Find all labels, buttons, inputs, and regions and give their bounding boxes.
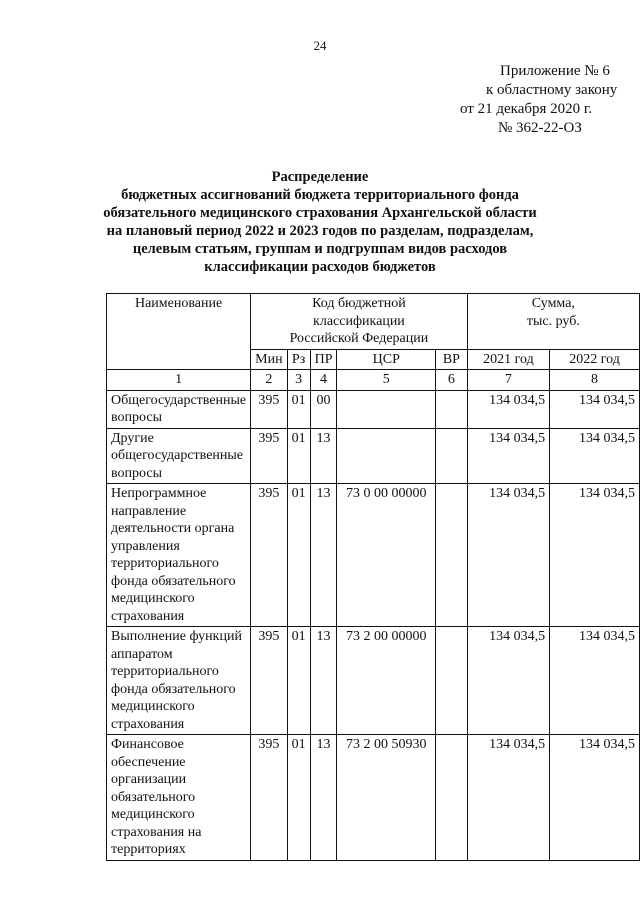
row-sum-2022: 134 034,5	[550, 627, 640, 735]
row-name: Непрограммное направление деятельности органа управления территориального фонда обязательного медицинского страхования	[107, 484, 251, 627]
row-rz: 01	[287, 627, 310, 735]
row-pr: 13	[310, 735, 337, 861]
header-2022: 2022 год	[550, 349, 640, 370]
document-title	[100, 168, 540, 276]
annex-line: от 21 декабря 2020 г.	[460, 101, 593, 117]
column-number: 2	[251, 370, 287, 391]
header-pr: ПР	[310, 349, 337, 370]
row-csr: 73 2 00 00000	[337, 627, 436, 735]
title-line: на плановый период 2022 и 2023 годов по разделам, подразделам,	[106, 223, 534, 239]
row-pr: 13	[310, 428, 337, 484]
row-name: Общегосударственные вопросы	[107, 390, 251, 428]
column-number: 4	[310, 370, 337, 391]
annex-line: № 362-22-ОЗ	[498, 120, 582, 136]
row-sum-2022: 134 034,5	[550, 390, 640, 428]
column-number: 6	[436, 370, 468, 391]
title-line: Распределение	[271, 169, 369, 185]
table-row	[107, 390, 640, 428]
header-csr: ЦСР	[337, 349, 436, 370]
column-number-row	[107, 370, 640, 391]
row-csr: 73 0 00 00000	[337, 484, 436, 627]
annex-line: к областному закону	[486, 82, 618, 98]
table-row	[107, 428, 640, 484]
row-csr	[337, 390, 436, 428]
header-sum-line: Сумма,	[531, 296, 575, 311]
header-vr: ВР	[436, 349, 468, 370]
row-rz: 01	[287, 484, 310, 627]
header-code-line: Код бюджетной	[312, 296, 406, 311]
table-header-row	[107, 294, 640, 350]
row-min: 395	[251, 428, 287, 484]
row-rz: 01	[287, 390, 310, 428]
row-min: 395	[251, 484, 287, 627]
column-number: 7	[467, 370, 549, 391]
row-pr: 13	[310, 627, 337, 735]
row-csr: 73 2 00 50930	[337, 735, 436, 861]
header-rz: Рз	[287, 349, 310, 370]
row-name: Выполнение функций аппаратом территориального фонда обязательного медицинского страхования	[107, 627, 251, 735]
table-row	[107, 735, 640, 861]
row-sum-2021: 134 034,5	[467, 735, 549, 861]
annex-line: Приложение № 6	[500, 63, 610, 79]
table-subheader-row	[107, 349, 640, 370]
title-line: бюджетных ассигнований бюджета территориального фонда	[121, 187, 519, 203]
column-number: 1	[107, 370, 251, 391]
row-vr	[436, 627, 468, 735]
column-number: 8	[550, 370, 640, 391]
header-sum-group	[467, 294, 639, 350]
row-sum-2021: 134 034,5	[467, 390, 549, 428]
row-rz: 01	[287, 428, 310, 484]
row-min: 395	[251, 735, 287, 861]
header-min: Мин	[251, 349, 287, 370]
row-rz: 01	[287, 735, 310, 861]
row-pr: 13	[310, 484, 337, 627]
annex-reference	[440, 62, 630, 138]
column-number: 5	[337, 370, 436, 391]
row-pr: 00	[310, 390, 337, 428]
row-vr	[436, 735, 468, 861]
row-vr	[436, 428, 468, 484]
row-sum-2021: 134 034,5	[467, 428, 549, 484]
header-code-group	[251, 294, 468, 350]
row-csr	[337, 428, 436, 484]
row-vr	[436, 484, 468, 627]
row-name: Финансовое обеспечение организации обязательного медицинского страхования на территориях	[107, 735, 251, 861]
row-min: 395	[251, 627, 287, 735]
row-vr	[436, 390, 468, 428]
table-row	[107, 627, 640, 735]
header-name-label: Наименование	[134, 296, 223, 311]
table-row	[107, 484, 640, 627]
title-line: обязательного медицинского страхования Архангельской области	[103, 205, 537, 221]
row-name: Другие общегосударственные вопросы	[107, 428, 251, 484]
row-sum-2022: 134 034,5	[550, 484, 640, 627]
header-sum-line: тыс. руб.	[526, 313, 580, 329]
row-sum-2022: 134 034,5	[550, 428, 640, 484]
header-name	[107, 294, 251, 350]
header-2021: 2021 год	[467, 349, 549, 370]
title-line: классификации расходов бюджетов	[204, 259, 436, 275]
title-line: целевым статьям, группам и подгруппам видов расходов	[132, 241, 508, 257]
header-code-line: классификации	[313, 313, 405, 329]
header-name-continued	[107, 349, 251, 370]
row-sum-2021: 134 034,5	[467, 627, 549, 735]
row-min: 395	[251, 390, 287, 428]
column-number: 3	[287, 370, 310, 391]
page-number: 24	[313, 38, 327, 53]
header-code-line: Российской Федерации	[289, 331, 429, 346]
budget-allocation-table	[106, 293, 640, 861]
row-sum-2021: 134 034,5	[467, 484, 549, 627]
row-sum-2022: 134 034,5	[550, 735, 640, 861]
